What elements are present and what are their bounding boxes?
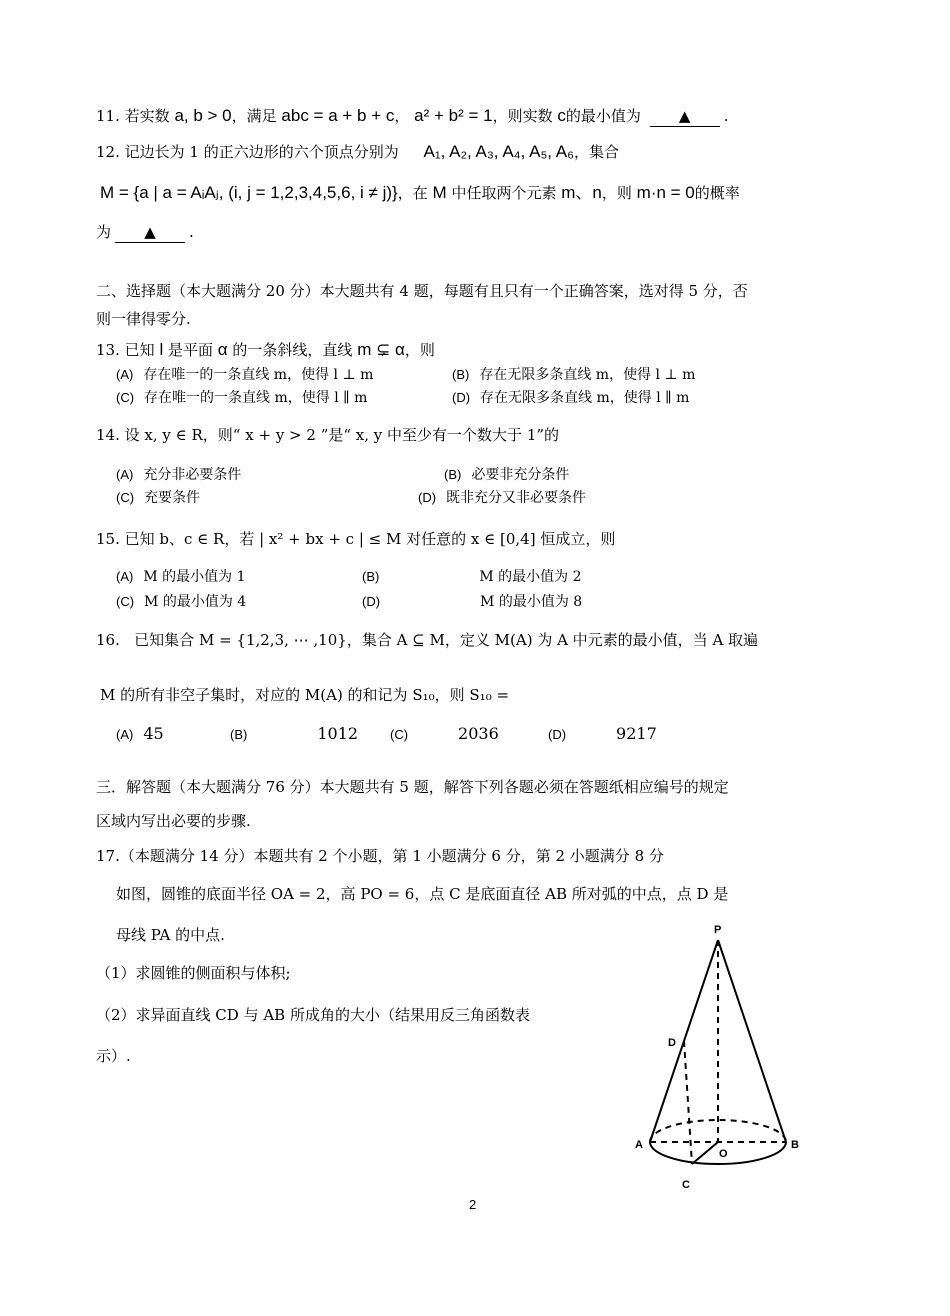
label-a: A (635, 1139, 643, 1151)
q14-option-d: (D) 既非充分又非必要条件 (418, 490, 587, 506)
section3-heading: 三．解答题（本大题满分 76 分）本大题共有 5 题，解答下列各题必须在答题纸相应编号的规定 (96, 778, 729, 796)
q13-option-a: (A) 存在唯一的一条直线 m，使得 l ⊥ m (116, 367, 374, 383)
answer-blank: ▲ (650, 106, 720, 127)
q12-line2: M = {a | a = AᵢAⱼ, (i, j = 1,2,3,4,5,6, i ≠ j)}，在 M 中任取两个元素 m、n，则 m·n = 0的概率 (100, 183, 740, 202)
q17-part1: （1）求圆锥的侧面积与体积; (96, 964, 291, 982)
q15-option-a: (A) M 的最小值为 1 (116, 569, 246, 585)
label-d: D (668, 1037, 676, 1049)
segment-dc (684, 1041, 692, 1164)
section2-heading: 二、选择题（本大题满分 20 分）本大题共有 4 题，每题有且只有一个正确答案，选对得 5 分，否 (96, 282, 748, 300)
label-b: B (791, 1139, 799, 1151)
q16-stem-line1: 16. 已知集合 M = {1,2,3, ⋯ ,10}，集合 A ⊆ M，定义 M(A) 为 A 中元素的最小值，当 A 取遍 (96, 631, 759, 649)
q17-body-line2: 母线 PA 的中点. (116, 926, 225, 944)
q13-option-b: (B) 存在无限多条直线 m，使得 l ⊥ m (452, 367, 696, 383)
q14-option-c: (C) 充要条件 (116, 490, 201, 506)
q17-header: 17.（本题满分 14 分）本题共有 2 个小题，第 1 小题满分 6 分，第 2 小题满分 8 分 (96, 847, 664, 865)
answer-blank: ▲ (115, 222, 185, 243)
label-p: P (714, 924, 722, 936)
q17-part2-cont: 示）. (96, 1047, 131, 1065)
q13-option-c: (C) 存在唯一的一条直线 m，使得 l ∥ m (116, 390, 368, 406)
q11-line: 11. 若实数 a, b > 0，满足 abc = a + b + c， a² + b² = 1，则实数 c的最小值为 ▲ . (96, 106, 729, 125)
q17-part2: （2）求异面直线 CD 与 AB 所成角的大小（结果用反三角函数表 (96, 1006, 530, 1024)
q16-option-b: (B) 1012 (230, 724, 359, 743)
label-o: O (719, 1148, 728, 1160)
cone-figure (630, 920, 810, 1195)
q16-option-d: (D) 9217 (548, 724, 657, 743)
q13-stem: 13. 已知 l 是平面 α 的一条斜线，直线 m ⊊ α，则 (96, 340, 435, 359)
q15-option-b: (B) M 的最小值为 2 (362, 569, 582, 585)
generatrix-pb (718, 940, 786, 1142)
q15-option-d: (D) M 的最小值为 8 (362, 594, 583, 610)
section2-heading-cont: 则一律得零分. (96, 310, 191, 328)
q12-line1: 12. 记边长为 1 的正六边形的六个顶点分别为 A₁, A₂, A₃, A₄, A₅, A₆，集合 (96, 142, 620, 161)
q17-body-line1: 如图，圆锥的底面半径 OA = 2，高 PO = 6，点 C 是底面直径 AB 所对弧的中点，点 D 是 (116, 885, 729, 903)
label-c: C (682, 1179, 690, 1191)
section3-heading-cont: 区域内写出必要的步骤. (96, 812, 251, 830)
q15-option-c: (C) M 的最小值为 4 (116, 594, 247, 610)
q14-option-a: (A) 充分非必要条件 (116, 467, 242, 483)
q16-option-c: (C) 2036 (390, 724, 499, 743)
page-number: 2 (469, 1197, 477, 1212)
q16-stem-line2: M 的所有非空子集时，对应的 M(A) 的和记为 S₁₀，则 S₁₀ = (100, 686, 510, 704)
q12-line3: 为 ▲ . (96, 223, 194, 241)
segment-oc (692, 1142, 718, 1164)
base-front-arc (650, 1142, 786, 1164)
q15-stem: 15. 已知 b、c ∈ R，若 | x² + bx + c | ≤ M 对任意的 x ∈ [0,4] 恒成立，则 (96, 530, 616, 548)
q13-option-d: (D) 存在无限多条直线 m，使得 l ∥ m (452, 390, 690, 406)
q16-option-a: (A) 45 (116, 724, 164, 743)
q14-stem: 14. 设 x, y ∈ R，则“ x + y > 2 ”是“ x, y 中至少有一个数大于 1”的 (96, 426, 560, 444)
q14-option-b: (B) 必要非充分条件 (444, 467, 570, 483)
